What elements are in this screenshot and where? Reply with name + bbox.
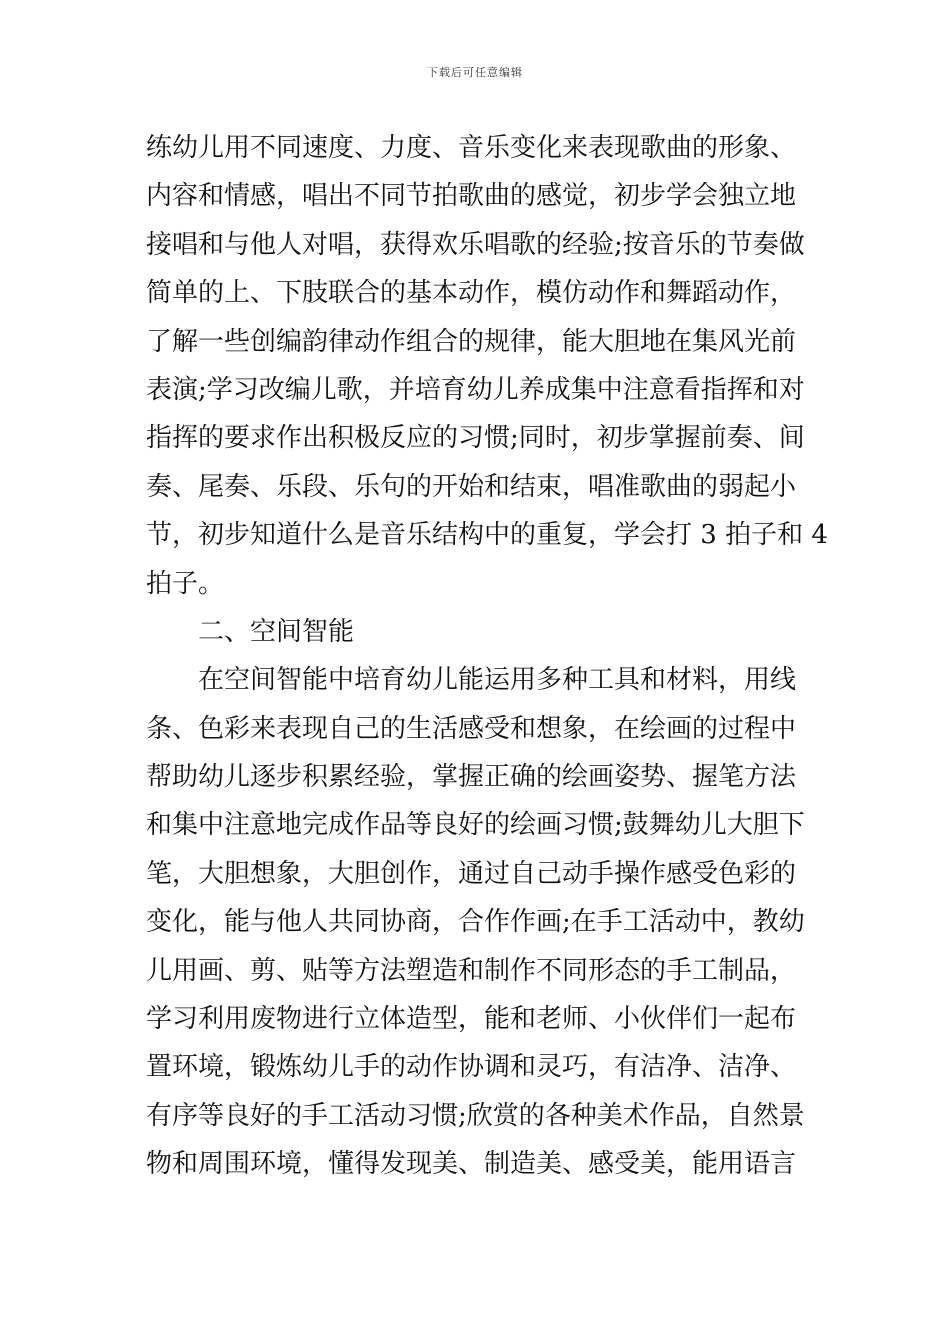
section-heading: 二、空间智能 (198, 616, 355, 647)
text-line: 学习利用废物进行立体造型，能和老师、小伙伴们一起布 (146, 1004, 797, 1035)
text-line: 了解一些创编韵律动作组合的规律，能大胆地在集风光前 (146, 326, 797, 357)
text-line: 儿用画、剪、贴等方法塑造和制作不同形态的手工制品， (146, 955, 797, 986)
text-line: 指挥的要求作出积极反应的习惯;同时，初步掌握前奏、间 (146, 423, 805, 454)
text-line: 置环境，锻炼幼儿手的动作协调和灵巧，有洁净、洁净、 (146, 1052, 797, 1083)
text-line: 内容和情感，唱出不同节拍歌曲的感觉，初步学会独立地 (146, 181, 797, 212)
text-line: 奏、尾奏、乐段、乐句的开始和结束，唱准歌曲的弱起小 (146, 471, 797, 502)
text-line: 拍子。 (146, 568, 225, 599)
text-line: 笔，大胆想象，大胆创作，通过自己动手操作感受色彩的 (146, 858, 797, 889)
text-line: 变化，能与他人共同协商，合作作画;在手工活动中，教幼 (146, 907, 805, 938)
text-line: 简单的上、下肢联合的基本动作，模仿动作和舞蹈动作， (146, 278, 797, 309)
text-line: 物和周围环境，懂得发现美、制造美、感受美，能用语言 (146, 1149, 797, 1180)
text-line: 节，初步知道什么是音乐结构中的重复，学会打 3 拍子和 4 (146, 520, 828, 551)
text-line: 表演;学习改编儿歌，并培育幼儿养成集中注意看指挥和对 (146, 374, 805, 405)
page-header: 下载后可任意编辑 (427, 66, 523, 79)
text-line: 接唱和与他人对唱，获得欢乐唱歌的经验;按音乐的节奏做 (146, 229, 805, 260)
text-line: 条、色彩来表现自己的生活感受和想象，在绘画的过程中 (146, 713, 797, 744)
paragraph-first-line: 在空间智能中培育幼儿能运用多种工具和材料，用线 (198, 665, 797, 696)
text-line: 练幼儿用不同速度、力度、音乐变化来表现歌曲的形象、 (146, 133, 797, 163)
text-line: 帮助幼儿逐步积累经验，掌握正确的绘画姿势、握笔方法 (146, 762, 797, 793)
text-line: 有序等良好的手工活动习惯;欣赏的各种美术作品，自然景 (146, 1100, 805, 1131)
document-body (146, 124, 828, 1189)
text-line: 和集中注意地完成作品等良好的绘画习惯;鼓舞幼儿大胆下 (146, 810, 805, 841)
